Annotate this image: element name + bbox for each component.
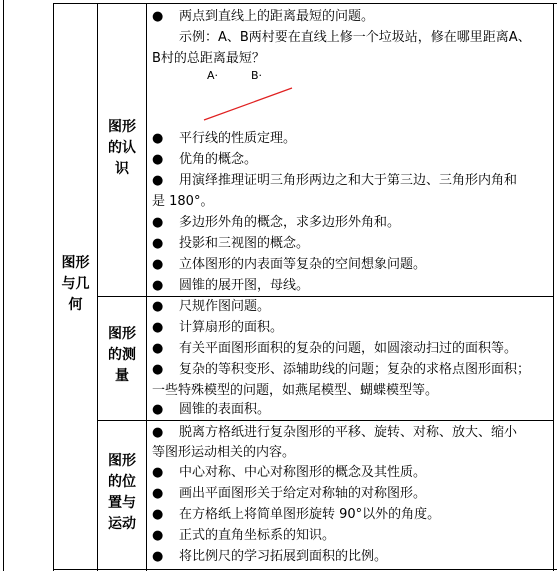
bullet-icon: ●	[152, 257, 164, 272]
table-border-right	[553, 3, 554, 571]
list-item: ● 复杂的等积变形、添辅助线的问题；复杂的求格点图形面积；	[152, 359, 552, 380]
list-item: ● 优角的概念。	[152, 149, 552, 170]
bullet-icon: ●	[152, 549, 164, 564]
section-label-measurement: 图形 的测 量	[108, 326, 136, 384]
list-item: ● 正式的直角坐标系的知识。	[152, 525, 552, 546]
list-item: ● 将比例尺的学习拓展到面积的比例。	[152, 546, 552, 567]
section-divider-2	[97, 420, 554, 421]
list-item: ● 有关平面图形面积的复杂的问题，如圆滚动扫过的面积等。	[152, 338, 552, 359]
river-line	[200, 84, 300, 124]
bullet-icon: ●	[152, 299, 164, 314]
domain-label: 图形 与几 何	[61, 255, 90, 313]
list-item: ● 尺规作图问题。	[152, 296, 552, 317]
bullet-icon: ●	[152, 215, 164, 230]
bullet-icon: ●	[152, 320, 164, 335]
bullet-icon: ●	[152, 173, 164, 188]
table-border-top	[53, 3, 557, 4]
section-label-recognition: 图形 的认 识	[108, 119, 136, 177]
bullet-icon: ●	[152, 131, 164, 146]
list-item-cont: 等图形运动相关的内容。	[152, 445, 296, 460]
list-item: ● 平行线的性质定理。	[152, 128, 552, 149]
bullet-icon: ●	[152, 9, 164, 24]
bullet-icon: ●	[152, 425, 164, 440]
section-label-position-motion: 图形 的位 置与 运动	[108, 453, 136, 532]
list-item: ● 多边形外角的概念，求多边形外角和。	[152, 212, 552, 233]
bullet-icon: ●	[152, 528, 164, 543]
bullet-icon: ●	[152, 278, 164, 293]
list-item: ● 在方格纸上将简单图形旋转 90°以外的角度。	[152, 504, 552, 525]
bullet-icon: ●	[152, 402, 164, 417]
bullet-icon: ●	[152, 152, 164, 167]
point-b-label: B·	[251, 69, 263, 82]
bullet-icon: ●	[152, 465, 164, 480]
list-item: ● 投影和三视图的概念。	[152, 233, 552, 254]
list-item: ● 用演绎推理证明三角形两边之和大于第三边、三角形内角和	[152, 170, 552, 191]
list-item: ● 计算扇形的面积。	[152, 317, 552, 338]
list-item-cont: 一些特殊模型的问题，如燕尾模型、蝴蝶模型等。	[152, 383, 439, 398]
table-border-left	[3, 0, 4, 571]
table-bottom-line	[53, 569, 557, 570]
bullet-icon: ●	[152, 236, 164, 251]
table-col-divider-3	[146, 3, 147, 571]
list-item: ● 立体图形的内表面等复杂的空间想象问题。	[152, 254, 552, 275]
list-item: ● 圆锥的展开图，母线。	[152, 275, 552, 296]
example-text: 示例：A、B两村要在直线上修一个垃圾站，修在哪里距离A、	[179, 30, 531, 45]
example-text-cont: B村的总距离最短？	[152, 51, 265, 66]
bullet-icon: ●	[152, 486, 164, 501]
bullet-icon: ●	[152, 507, 164, 522]
point-a-label: A·	[207, 69, 219, 82]
list-item: ● 中心对称、中心对称图形的概念及其性质。	[152, 462, 552, 483]
list-item-cont: 是 180°。	[152, 194, 214, 209]
list-item: ● 圆锥的表面积。	[152, 399, 552, 420]
list-item: ● 画出平面图形关于给定对称轴的对称图形。	[152, 483, 552, 504]
bullet-icon: ●	[152, 362, 164, 377]
list-item: ● 脱离方格纸进行复杂图形的平移、旋转、对称、放大、缩小	[152, 422, 552, 443]
bullet-icon: ●	[152, 341, 164, 356]
list-item: ● 两点到直线上的距离最短的问题。	[152, 6, 552, 27]
